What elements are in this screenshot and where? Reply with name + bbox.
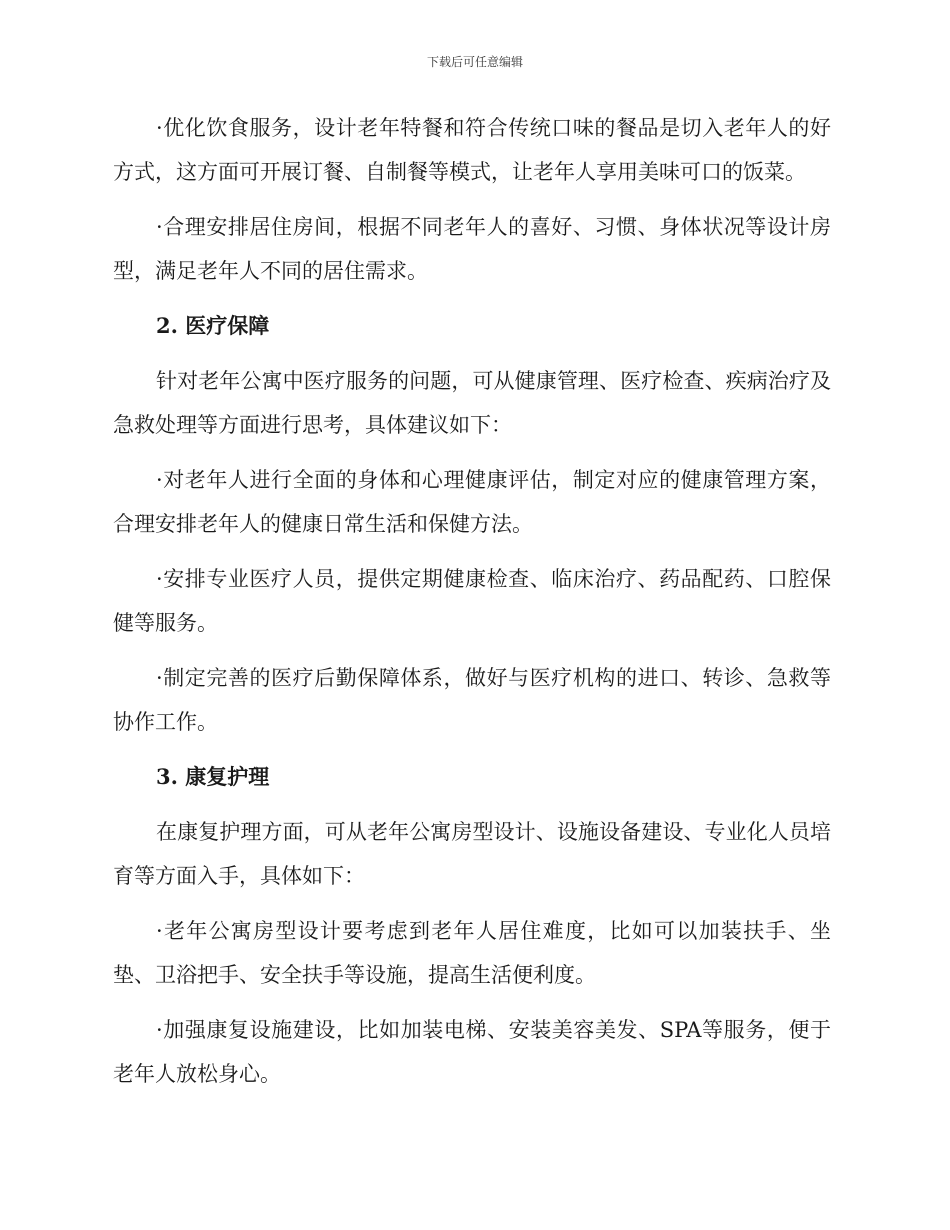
paragraph-logistics: ·制定完善的医疗后勤保障体系，做好与医疗机构的进口、转诊、急救等协作工作。 [113,666,831,734]
paragraph-medical-intro: 针对老年公寓中医疗服务的问题，可从健康管理、医疗检查、疾病治疗及急救处理等方面进行思考，具体建议如下： [113,369,831,437]
paragraph-room-design: ·老年公寓房型设计要考虑到老年人居住难度，比如可以加装扶手、坐垫、卫浴把手、安全扶手等设施，提高生活便利度。 [113,919,831,987]
header-note: 下载后可任意编辑 [426,55,523,69]
paragraph-health-assessment: ·对老年人进行全面的身体和心理健康评估，制定对应的健康管理方案，合理安排老年人的健康日常生活和保健方法。 [113,468,831,536]
paragraph-medical-staff: ·安排专业医疗人员，提供定期健康检查、临床治疗、药品配药、口腔保健等服务。 [113,567,831,635]
paragraph-room-arrangement: ·合理安排居住房间，根据不同老年人的喜好、习惯、身体状况等设计房型，满足老年人不同的居住需求。 [113,215,831,283]
section-heading-rehab: 3. 康复护理 [156,764,270,789]
document-body [113,106,831,1107]
section-heading-medical: 2. 医疗保障 [156,313,270,338]
paragraph-diet-service: ·优化饮食服务，设计老年特餐和符合传统口味的餐品是切入老年人的好方式，这方面可开展订餐、自制餐等模式，让老年人享用美味可口的饭菜。 [113,116,831,184]
paragraph-rehab-intro: 在康复护理方面，可从老年公寓房型设计、设施设备建设、专业化人员培育等方面入手，具体如下： [113,820,831,888]
paragraph-rehab-facilities: ·加强康复设施建设，比如加装电梯、安装美容美发、SPA等服务，便于老年人放松身心。 [113,1018,831,1086]
